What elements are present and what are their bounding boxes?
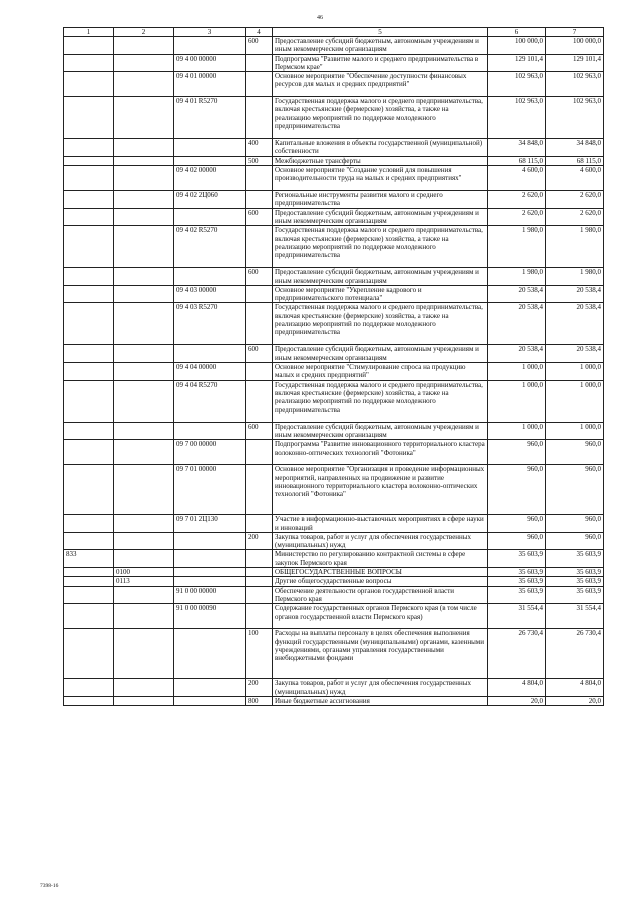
cell-amount-col6: 1 000,0	[488, 422, 546, 440]
cell-amount-col7: 4 600,0	[546, 166, 604, 191]
table-row	[64, 37, 604, 55]
cell-expense-type	[246, 380, 273, 422]
cell-expense-type: 500	[246, 156, 273, 165]
cell-description: Основное мероприятие "Укрепление кадрового и предпринимательского потенциала"	[273, 285, 488, 303]
cell-section-code	[114, 345, 174, 363]
cell-ministry-code: 833	[64, 550, 114, 568]
column-header-7: 7	[546, 28, 604, 37]
table-row	[64, 363, 604, 381]
cell-target-article	[174, 139, 246, 157]
cell-expense-type	[246, 550, 273, 568]
table-body	[64, 37, 604, 706]
cell-amount-col6: 4 600,0	[488, 166, 546, 191]
cell-description: Региональные инструменты развития малого и среднего предпринимательства	[273, 191, 488, 209]
cell-target-article	[174, 696, 246, 705]
cell-description: Министерство по регулированию контрактной системы в сфере закупок Пермского края	[273, 550, 488, 568]
cell-ministry-code	[64, 285, 114, 303]
cell-expense-type	[246, 515, 273, 533]
cell-ministry-code	[64, 139, 114, 157]
cell-target-article	[174, 345, 246, 363]
cell-target-article	[174, 268, 246, 286]
cell-section-code	[114, 380, 174, 422]
table-row	[64, 139, 604, 157]
cell-description: Подпрограмма "Развитие малого и среднего предпринимательства в Пермском крае"	[273, 54, 488, 72]
column-header-4: 4	[246, 28, 273, 37]
cell-expense-type	[246, 285, 273, 303]
cell-ministry-code	[64, 97, 114, 139]
cell-section-code	[114, 696, 174, 705]
cell-amount-col6: 35 603,9	[488, 550, 546, 568]
cell-ministry-code	[64, 37, 114, 55]
table-row	[64, 515, 604, 533]
cell-description: Государственная поддержка малого и среднего предпринимательства, включая крестьянские (фермерские) хозяйства, а также на реализацию мероприятий по поддержке молодежного предпринимательства	[273, 303, 488, 345]
table-row	[64, 208, 604, 226]
cell-expense-type	[246, 586, 273, 604]
cell-target-article	[174, 156, 246, 165]
table-row	[64, 604, 604, 629]
cell-amount-col7: 129 101,4	[546, 54, 604, 72]
cell-amount-col7: 20 538,4	[546, 345, 604, 363]
table-row	[64, 577, 604, 586]
cell-amount-col7: 960,0	[546, 465, 604, 515]
cell-amount-col7: 1 000,0	[546, 422, 604, 440]
cell-amount-col6: 31 554,4	[488, 604, 546, 629]
cell-target-article: 91 0 00 00090	[174, 604, 246, 629]
cell-target-article: 09 7 01 2Ц130	[174, 515, 246, 533]
cell-expense-type	[246, 54, 273, 72]
cell-section-code	[114, 268, 174, 286]
cell-section-code	[114, 156, 174, 165]
cell-section-code	[114, 285, 174, 303]
cell-ministry-code	[64, 54, 114, 72]
cell-target-article: 09 4 02 2Ц060	[174, 191, 246, 209]
cell-description: Другие общегосударственные вопросы	[273, 577, 488, 586]
cell-section-code	[114, 586, 174, 604]
cell-description: Содержание государственных органов Пермского края (в том числе органов государственной власти Пермского края)	[273, 604, 488, 629]
cell-section-code	[114, 139, 174, 157]
cell-target-article: 91 0 00 00000	[174, 586, 246, 604]
cell-amount-col7: 102 963,0	[546, 97, 604, 139]
cell-section-code	[114, 208, 174, 226]
cell-amount-col7: 26 730,4	[546, 629, 604, 679]
cell-ministry-code	[64, 422, 114, 440]
cell-ministry-code	[64, 696, 114, 705]
cell-target-article: 09 7 01 00000	[174, 465, 246, 515]
cell-target-article: 09 4 00 00000	[174, 54, 246, 72]
cell-description: Участие в информационно-выставочных мероприятиях в сфере науки и инноваций	[273, 515, 488, 533]
cell-expense-type	[246, 577, 273, 586]
cell-description: Предоставление субсидий бюджетным, автономным учреждениям и иным некоммерческим организациям	[273, 208, 488, 226]
cell-amount-col6: 1 980,0	[488, 268, 546, 286]
cell-amount-col6: 1 980,0	[488, 226, 546, 268]
footer-code: 7398-16	[40, 883, 59, 889]
cell-amount-col7: 20 538,4	[546, 285, 604, 303]
cell-amount-col6: 102 963,0	[488, 72, 546, 97]
cell-amount-col7: 2 620,0	[546, 191, 604, 209]
cell-ministry-code	[64, 440, 114, 465]
cell-ministry-code	[64, 226, 114, 268]
cell-description: Предоставление субсидий бюджетным, автономным учреждениям и иным некоммерческим организациям	[273, 422, 488, 440]
cell-target-article	[174, 532, 246, 550]
cell-description: Предоставление субсидий бюджетным, автономным учреждениям и иным некоммерческим организациям	[273, 268, 488, 286]
cell-target-article	[174, 679, 246, 697]
table-row	[64, 465, 604, 515]
table-row	[64, 72, 604, 97]
cell-expense-type: 600	[246, 37, 273, 55]
cell-ministry-code	[64, 629, 114, 679]
cell-amount-col6: 20 538,4	[488, 345, 546, 363]
cell-amount-col6: 2 620,0	[488, 191, 546, 209]
cell-expense-type: 600	[246, 268, 273, 286]
cell-target-article: 09 4 04 R5270	[174, 380, 246, 422]
cell-amount-col6: 960,0	[488, 440, 546, 465]
cell-section-code	[114, 679, 174, 697]
cell-section-code: 0100	[114, 568, 174, 577]
cell-amount-col7: 1 000,0	[546, 363, 604, 381]
cell-expense-type: 100	[246, 629, 273, 679]
cell-expense-type: 800	[246, 696, 273, 705]
table-row	[64, 345, 604, 363]
cell-description: Капитальные вложения в объекты государственной (муниципальной) собственности	[273, 139, 488, 157]
table-row	[64, 54, 604, 72]
cell-target-article: 09 4 02 00000	[174, 166, 246, 191]
cell-section-code	[114, 465, 174, 515]
cell-expense-type	[246, 568, 273, 577]
cell-description: Государственная поддержка малого и среднего предпринимательства, включая крестьянские (фермерские) хозяйства, а также на реализацию мероприятий по поддержке молодежного предпринимательства	[273, 97, 488, 139]
cell-section-code	[114, 37, 174, 55]
cell-amount-col6: 129 101,4	[488, 54, 546, 72]
cell-target-article: 09 4 04 00000	[174, 363, 246, 381]
cell-ministry-code	[64, 679, 114, 697]
cell-amount-col6: 1 000,0	[488, 363, 546, 381]
cell-amount-col7: 960,0	[546, 440, 604, 465]
cell-section-code	[114, 97, 174, 139]
cell-amount-col7: 31 554,4	[546, 604, 604, 629]
cell-amount-col7: 35 603,9	[546, 568, 604, 577]
cell-ministry-code	[64, 345, 114, 363]
cell-section-code: 0113	[114, 577, 174, 586]
cell-ministry-code	[64, 604, 114, 629]
cell-amount-col7: 35 603,9	[546, 550, 604, 568]
cell-description: Межбюджетные трансферты	[273, 156, 488, 165]
column-header-2: 2	[114, 28, 174, 37]
table-row	[64, 156, 604, 165]
cell-target-article	[174, 568, 246, 577]
cell-amount-col6: 100 000,0	[488, 37, 546, 55]
budget-table	[63, 27, 604, 706]
cell-expense-type	[246, 604, 273, 629]
table-row	[64, 440, 604, 465]
cell-amount-col7: 20 538,4	[546, 303, 604, 345]
cell-section-code	[114, 363, 174, 381]
cell-expense-type	[246, 97, 273, 139]
cell-ministry-code	[64, 156, 114, 165]
table-row	[64, 285, 604, 303]
cell-expense-type	[246, 363, 273, 381]
cell-amount-col6: 35 603,9	[488, 586, 546, 604]
cell-amount-col6: 20 538,4	[488, 285, 546, 303]
cell-expense-type	[246, 166, 273, 191]
cell-amount-col6: 34 848,0	[488, 139, 546, 157]
table-row	[64, 629, 604, 679]
table-row	[64, 696, 604, 705]
table-row	[64, 191, 604, 209]
cell-expense-type	[246, 72, 273, 97]
cell-description: Государственная поддержка малого и среднего предпринимательства, включая крестьянские (фермерские) хозяйства, а также на реализацию мероприятий по поддержке молодежного предпринимательства	[273, 226, 488, 268]
cell-description: ОБЩЕГОСУДАРСТВЕННЫЕ ВОПРОСЫ	[273, 568, 488, 577]
cell-description: Основное мероприятие "Стимулирование спроса на продукцию малых и средних предприятий"	[273, 363, 488, 381]
cell-description: Основное мероприятие "Обеспечение доступности финансовых ресурсов для малых и средних предприятий"	[273, 72, 488, 97]
table-row	[64, 586, 604, 604]
table-row	[64, 568, 604, 577]
cell-expense-type	[246, 191, 273, 209]
cell-amount-col6: 960,0	[488, 532, 546, 550]
cell-section-code	[114, 532, 174, 550]
cell-section-code	[114, 191, 174, 209]
cell-description: Государственная поддержка малого и среднего предпринимательства, включая крестьянские (фермерские) хозяйства, а также на реализацию мероприятий по поддержке молодежного предпринимательства	[273, 380, 488, 422]
table-row	[64, 679, 604, 697]
table-header-row	[64, 28, 604, 37]
cell-amount-col6: 68 115,0	[488, 156, 546, 165]
cell-target-article: 09 4 02 R5270	[174, 226, 246, 268]
cell-section-code	[114, 629, 174, 679]
cell-amount-col6: 20,0	[488, 696, 546, 705]
cell-amount-col6: 102 963,0	[488, 97, 546, 139]
cell-description: Предоставление субсидий бюджетным, автономным учреждениям и иным некоммерческим организациям	[273, 37, 488, 55]
cell-section-code	[114, 440, 174, 465]
table-row	[64, 268, 604, 286]
cell-section-code	[114, 422, 174, 440]
cell-ministry-code	[64, 568, 114, 577]
cell-amount-col7: 4 804,0	[546, 679, 604, 697]
cell-target-article	[174, 208, 246, 226]
cell-ministry-code	[64, 577, 114, 586]
cell-description: Обеспечение деятельности органов государственной власти Пермского края	[273, 586, 488, 604]
cell-ministry-code	[64, 208, 114, 226]
cell-ministry-code	[64, 303, 114, 345]
cell-ministry-code	[64, 363, 114, 381]
column-header-6: 6	[488, 28, 546, 37]
cell-amount-col6: 35 603,9	[488, 568, 546, 577]
table-row	[64, 422, 604, 440]
cell-amount-col7: 35 603,9	[546, 577, 604, 586]
cell-amount-col7: 100 000,0	[546, 37, 604, 55]
cell-description: Закупка товаров, работ и услуг для обеспечения государственных (муниципальных) нужд	[273, 532, 488, 550]
cell-target-article: 09 4 03 R5270	[174, 303, 246, 345]
cell-section-code	[114, 515, 174, 533]
cell-expense-type: 200	[246, 532, 273, 550]
cell-amount-col7: 68 115,0	[546, 156, 604, 165]
table-row	[64, 226, 604, 268]
cell-expense-type	[246, 303, 273, 345]
cell-expense-type: 200	[246, 679, 273, 697]
cell-description: Основное мероприятие "Организация и проведение информационных мероприятий, направленных на продвижение и развитие инновационного территориального кластера волоконно-оптических технологий "Фотоника"	[273, 465, 488, 515]
cell-expense-type	[246, 465, 273, 515]
cell-description: Подпрограмма "Развитие инновационного территориального кластера волоконно-оптических технологий "Фотоника"	[273, 440, 488, 465]
cell-expense-type	[246, 440, 273, 465]
column-header-1: 1	[64, 28, 114, 37]
cell-target-article: 09 4 03 00000	[174, 285, 246, 303]
cell-ministry-code	[64, 586, 114, 604]
cell-target-article	[174, 577, 246, 586]
cell-ministry-code	[64, 515, 114, 533]
cell-target-article: 09 7 00 00000	[174, 440, 246, 465]
cell-section-code	[114, 303, 174, 345]
cell-description: Иные бюджетные ассигнования	[273, 696, 488, 705]
cell-amount-col6: 1 000,0	[488, 380, 546, 422]
cell-amount-col6: 4 804,0	[488, 679, 546, 697]
cell-amount-col6: 960,0	[488, 515, 546, 533]
cell-target-article: 09 4 01 00000	[174, 72, 246, 97]
cell-amount-col7: 102 963,0	[546, 72, 604, 97]
cell-expense-type: 600	[246, 345, 273, 363]
table-row	[64, 303, 604, 345]
cell-amount-col6: 26 730,4	[488, 629, 546, 679]
table-row	[64, 532, 604, 550]
cell-description: Расходы на выплаты персоналу в целях обеспечения выполнения функций государственными (муниципальными) органами, казенными учреждениями, органами управления государственными внебюджетными фондами	[273, 629, 488, 679]
cell-description: Основное мероприятие "Создание условий для повышения производительности труда на малых и средних предприятиях"	[273, 166, 488, 191]
table-row	[64, 166, 604, 191]
cell-ministry-code	[64, 465, 114, 515]
cell-amount-col7: 2 620,0	[546, 208, 604, 226]
cell-target-article	[174, 37, 246, 55]
cell-amount-col7: 1 000,0	[546, 380, 604, 422]
cell-expense-type: 400	[246, 139, 273, 157]
cell-section-code	[114, 226, 174, 268]
cell-amount-col7: 35 603,9	[546, 586, 604, 604]
cell-expense-type: 600	[246, 208, 273, 226]
cell-target-article	[174, 550, 246, 568]
cell-amount-col7: 960,0	[546, 515, 604, 533]
cell-target-article	[174, 629, 246, 679]
cell-amount-col7: 34 848,0	[546, 139, 604, 157]
cell-amount-col7: 1 980,0	[546, 268, 604, 286]
column-header-3: 3	[174, 28, 246, 37]
cell-amount-col6: 20 538,4	[488, 303, 546, 345]
cell-description: Закупка товаров, работ и услуг для обеспечения государственных (муниципальных) нужд	[273, 679, 488, 697]
cell-ministry-code	[64, 380, 114, 422]
cell-section-code	[114, 72, 174, 97]
cell-amount-col6: 35 603,9	[488, 577, 546, 586]
cell-ministry-code	[64, 532, 114, 550]
page-number: 46	[317, 15, 323, 21]
cell-expense-type	[246, 226, 273, 268]
cell-amount-col6: 2 620,0	[488, 208, 546, 226]
cell-target-article	[174, 422, 246, 440]
column-header-5: 5	[273, 28, 488, 37]
cell-ministry-code	[64, 72, 114, 97]
table-row	[64, 380, 604, 422]
cell-amount-col7: 1 980,0	[546, 226, 604, 268]
cell-section-code	[114, 166, 174, 191]
cell-amount-col7: 960,0	[546, 532, 604, 550]
table-row	[64, 97, 604, 139]
cell-ministry-code	[64, 166, 114, 191]
cell-amount-col7: 20,0	[546, 696, 604, 705]
cell-ministry-code	[64, 191, 114, 209]
cell-expense-type: 600	[246, 422, 273, 440]
cell-section-code	[114, 550, 174, 568]
cell-target-article: 09 4 01 R5270	[174, 97, 246, 139]
cell-section-code	[114, 54, 174, 72]
cell-description: Предоставление субсидий бюджетным, автономным учреждениям и иным некоммерческим организациям	[273, 345, 488, 363]
cell-ministry-code	[64, 268, 114, 286]
cell-section-code	[114, 604, 174, 629]
table-row	[64, 550, 604, 568]
cell-amount-col6: 960,0	[488, 465, 546, 515]
